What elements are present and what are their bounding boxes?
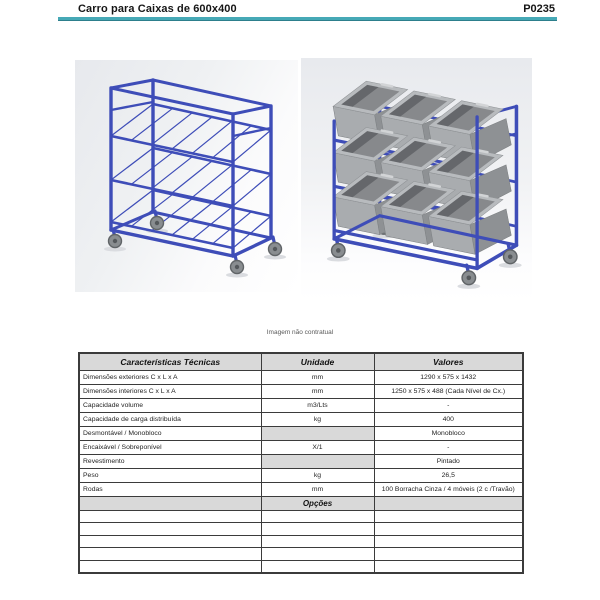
spec-unit-cell: mm: [261, 482, 374, 496]
spec-unit-cell: X/1: [261, 440, 374, 454]
spec-unit-cell: kg: [261, 412, 374, 426]
spec-unit-cell: mm: [261, 384, 374, 398]
spec-value-cell: Pintado: [374, 454, 523, 468]
spec-value-cell: 26,5: [374, 468, 523, 482]
spec-label-cell: Dimensões interiores C x L x A: [79, 384, 261, 398]
options-right-cell: [374, 496, 523, 510]
spec-unit-cell: [261, 454, 374, 468]
spec-value-cell: 1290 x 575 x 1432: [374, 370, 523, 384]
empty-option-row: [79, 523, 523, 536]
table-row: [79, 412, 523, 426]
spec-value-cell: -: [374, 440, 523, 454]
table-row: [79, 468, 523, 482]
options-header-row: [79, 496, 523, 510]
loaded-cart-render: [301, 58, 532, 302]
options-left-cell: [79, 496, 261, 510]
spec-label-cell: Rodas: [79, 482, 261, 496]
image-disclaimer: Imagem não contratual: [266, 329, 334, 336]
empty-option-row: [79, 560, 523, 573]
spec-value-cell: Monobloco: [374, 426, 523, 440]
col-header-unidade: Unidade: [261, 353, 374, 370]
spec-unit-cell: kg: [261, 468, 374, 482]
spec-label-cell: Dimensões exteriores C x L x A: [79, 370, 261, 384]
spec-label-cell: Revestimento: [79, 454, 261, 468]
spec-unit-cell: m3/Lts: [261, 398, 374, 412]
loaded-cart-illustration: [301, 58, 532, 302]
col-header-valores: Valores: [374, 353, 523, 370]
specs-table: [78, 352, 524, 574]
spec-unit-cell: mm: [261, 370, 374, 384]
product-code: P0235: [523, 3, 555, 15]
spec-value-cell: 1250 x 575 x 488 (Cada Nível de Cx.): [374, 384, 523, 398]
empty-option-row: [79, 548, 523, 561]
options-label-cell: Opções: [261, 496, 374, 510]
table-header-row: [79, 353, 523, 370]
empty-cart-render: [75, 60, 298, 292]
spec-label-cell: Encaixável / Sobreponível: [79, 440, 261, 454]
table-row: [79, 398, 523, 412]
table-row: [79, 454, 523, 468]
spec-unit-cell: [261, 426, 374, 440]
page-title: Carro para Caixas de 600x400: [78, 3, 237, 15]
col-header-caracteristicas: Características Técnicas: [79, 353, 261, 370]
spec-label-cell: Capacidade de carga distribuída: [79, 412, 261, 426]
empty-cart-illustration: [75, 60, 298, 292]
table-row: [79, 426, 523, 440]
spec-value-cell: 100 Borracha Cinza / 4 móveis (2 c /Travão): [374, 482, 523, 496]
table-row: [79, 440, 523, 454]
empty-option-row: [79, 510, 523, 523]
spec-value-cell: 400: [374, 412, 523, 426]
header-underline: [58, 17, 557, 20]
table-row: [79, 370, 523, 384]
spec-label-cell: Peso: [79, 468, 261, 482]
spec-label-cell: Desmontável / Monobloco: [79, 426, 261, 440]
spec-value-cell: -: [374, 398, 523, 412]
spec-label-cell: Capacidade volume: [79, 398, 261, 412]
table-row: [79, 384, 523, 398]
empty-option-row: [79, 535, 523, 548]
table-row: [79, 482, 523, 496]
